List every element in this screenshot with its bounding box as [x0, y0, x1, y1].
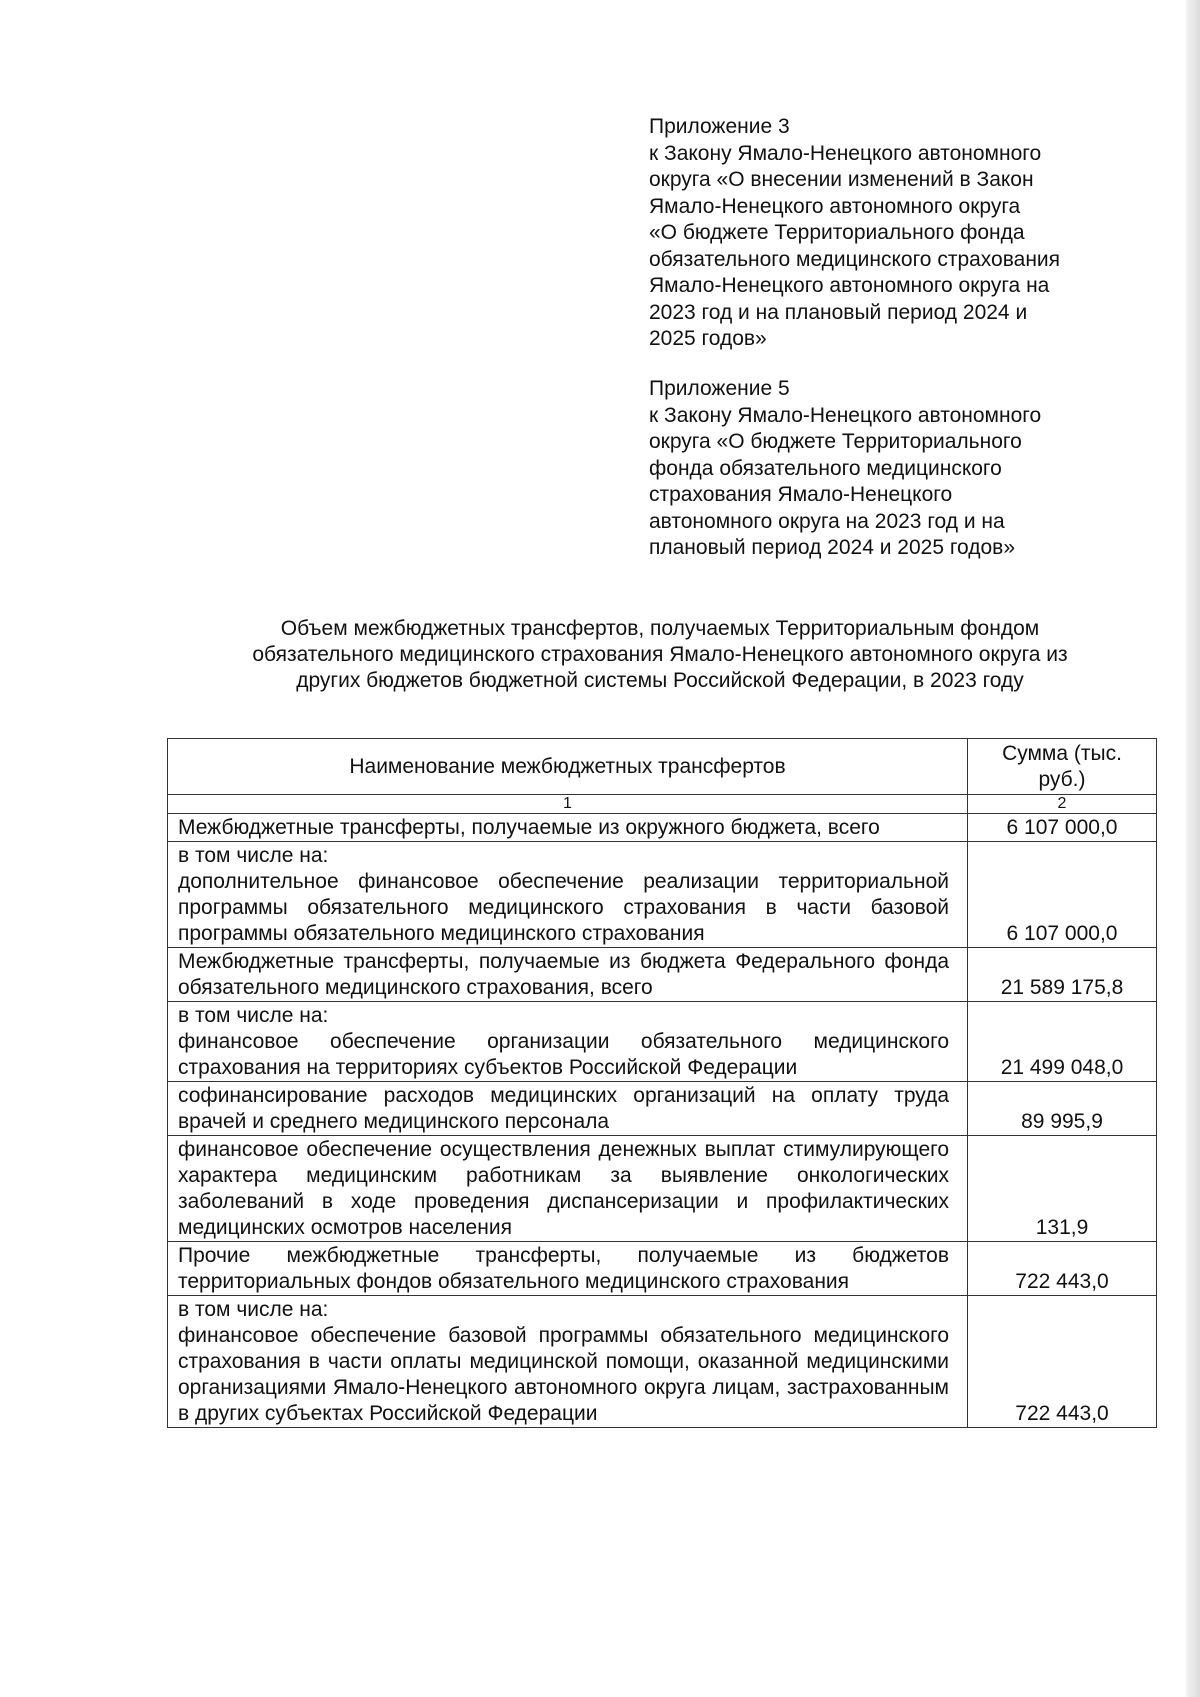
- column-number-row: [168, 795, 1157, 814]
- transfer-name-cell: [168, 1002, 968, 1082]
- including-prefix: в том числе на:: [178, 1004, 329, 1027]
- transfer-amount: 89 995,9: [968, 1082, 1157, 1136]
- table-row: [168, 1296, 1157, 1428]
- including-prefix: в том числе на:: [178, 844, 329, 867]
- column-number-1: 1: [168, 795, 968, 814]
- table-body: [168, 814, 1157, 1428]
- transfer-amount: 6 107 000,0: [968, 814, 1157, 842]
- header-name: Наименование межбюджетных трансфертов: [168, 739, 968, 795]
- transfer-amount: 722 443,0: [968, 1296, 1157, 1428]
- column-number-2: 2: [968, 795, 1157, 814]
- page-edge-shadow: [1186, 0, 1200, 1697]
- transfer-name-cell: [168, 842, 968, 948]
- annex-3-block: [649, 114, 1149, 353]
- transfer-name: Межбюджетные трансферты, получаемые из окружного бюджета, всего: [178, 816, 880, 839]
- transfer-name: финансовое обеспечение осуществления денежных выплат стимулирующего характера медицинским работникам за выявление онкологических заболеваний в ходе проведения диспансеризации и профилактических медицинских осмотров населения: [178, 1138, 949, 1239]
- transfer-name-cell: [168, 1082, 968, 1136]
- transfer-amount: 21 499 048,0: [968, 1002, 1157, 1082]
- table-row: [168, 814, 1157, 842]
- annex-3-text: к Закону Ямало-Ненецкого автономного округа «О внесении изменений в Закон Ямало-Ненецкого автономного округа «О бюджете Территориального фонда обязательного медицинского страхования Ямало-Ненецкого автономного округа на 2023 год и на плановый период 2024 и 2025 годов»: [649, 141, 1061, 350]
- transfers-table: [167, 738, 1157, 1428]
- transfer-amount: 131,9: [968, 1136, 1157, 1242]
- table-row: [168, 1002, 1157, 1082]
- annex-5-text: к Закону Ямало-Ненецкого автономного округа «О бюджете Территориального фонда обязательного медицинского страхования Ямало-Ненецкого автономного округа на 2023 год и на плановый период 2024 и 2025 годов»: [649, 403, 1042, 559]
- including-prefix: в том числе на:: [178, 1298, 329, 1321]
- table-row: [168, 1242, 1157, 1296]
- table-header-row: [168, 739, 1157, 795]
- annex-5-block: [649, 376, 1149, 562]
- transfer-name-cell: [168, 1296, 968, 1428]
- table-row: [168, 842, 1157, 948]
- document-title: Объем межбюджетных трансфертов, получаемых Территориальным фондом обязательного медицинского страхования Ямало-Ненецкого автономного округа из других бюджетов бюджетной системы Российской Федерации, в 2023 году: [252, 617, 1068, 692]
- transfer-name-cell: [168, 1242, 968, 1296]
- transfer-name: финансовое обеспечение организации обязательного медицинского страхования на территориях субъектов Российской Федерации: [178, 1030, 949, 1079]
- transfer-name: финансовое обеспечение базовой программы обязательного медицинского страхования в части оплаты медицинской помощи, оказанной медицинскими организациями Ямало-Ненецкого автономного округа лицам, застрахованным в других субъектах Российской Федерации: [178, 1324, 949, 1425]
- transfer-name-cell: [168, 814, 968, 842]
- annex-5-heading: Приложение 5: [649, 377, 790, 400]
- transfer-amount: 6 107 000,0: [968, 842, 1157, 948]
- transfer-name-cell: [168, 1136, 968, 1242]
- transfer-name: Прочие межбюджетные трансферты, получаемые из бюджетов территориальных фондов обязательного медицинского страхования: [178, 1244, 949, 1293]
- table-row: [168, 1082, 1157, 1136]
- transfer-name: Межбюджетные трансферты, получаемые из бюджета Федерального фонда обязательного медицинского страхования, всего: [178, 950, 949, 999]
- table-row: [168, 948, 1157, 1002]
- transfer-amount: 21 589 175,8: [968, 948, 1157, 1002]
- transfer-name: дополнительное финансовое обеспечение реализации территориальной программы обязательного медицинского страхования в части базовой программы обязательного медицинского страхования: [178, 870, 949, 945]
- table-row: [168, 1136, 1157, 1242]
- transfer-amount: 722 443,0: [968, 1242, 1157, 1296]
- transfer-name-cell: [168, 948, 968, 1002]
- transfer-name: софинансирование расходов медицинских организаций на оплату труда врачей и среднего медицинского персонала: [178, 1084, 949, 1133]
- annex-3-heading: Приложение 3: [649, 115, 790, 138]
- header-sum: Сумма (тыс. руб.): [968, 739, 1157, 795]
